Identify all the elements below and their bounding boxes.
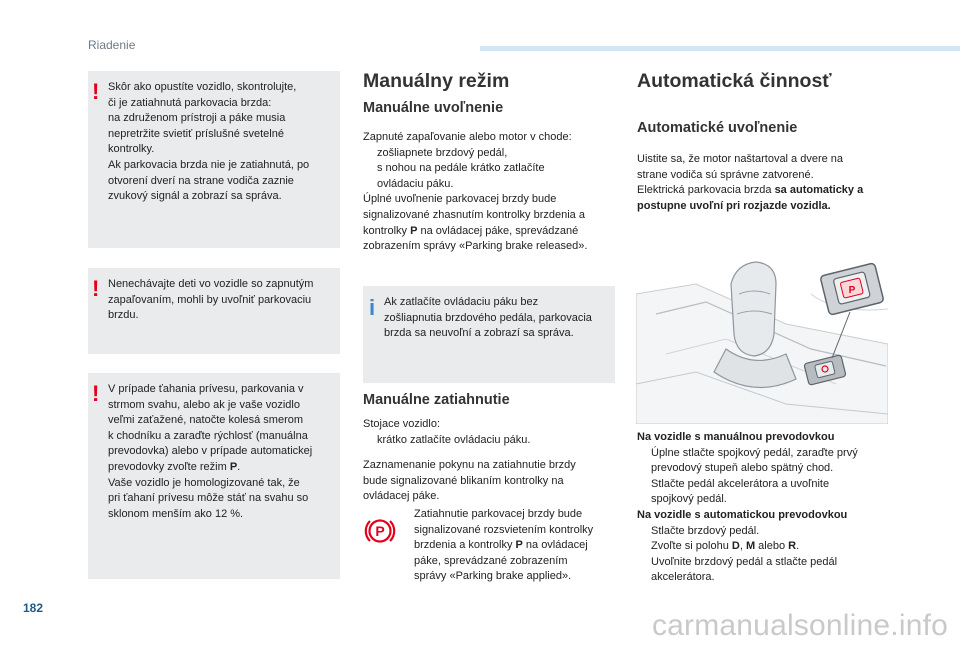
watermark: carmanualsonline.info: [651, 609, 948, 642]
automatic-mode-title: Automatická činnosť: [637, 70, 832, 92]
warning-icon: !: [92, 79, 100, 104]
parking-letter: P: [375, 523, 385, 539]
list-item: Zvoľte si polohu D, M alebo R.: [637, 539, 897, 555]
warning-3-text: V prípade ťahania prívesu, parkovania v strmom svahu, alebo ak je vaše vozidlo veľmi zaťažené, natočte kolesá smerom k chodníku a zaraďte rýchlosť (manuálna prevodovka) alebo v prípade automatickej prevodovky zvoľte režim P. Vaše vozidlo je homologizované tak, že pri ťahaní prívesu môže stáť na svahu so sklonom menším ako 12 %.: [108, 383, 313, 520]
list-item: Stlačte pedál akcelerátora a uvoľnite spojkový pedál.: [637, 477, 897, 508]
bullet-icon: [363, 433, 377, 449]
bullet-icon: [637, 524, 651, 540]
manual-gearbox-heading: Na vozidle s manuálnou prevodovkou: [637, 431, 835, 443]
info-icon: i: [369, 295, 376, 320]
warning-box-1: [88, 71, 340, 248]
manual-apply-icon-text: Zatiahnutie parkovacej brzdy bude signalizované rozsvietením kontrolky brzdenia a kontrolky P na ovládacej páke, sprevádzané zobrazením správy «Parking brake applied».: [414, 508, 594, 583]
warning-box-3: [88, 373, 340, 579]
manual-mode-title: Manuálny režim: [363, 70, 510, 92]
bullet-icon: [637, 555, 651, 586]
manual-apply-text: Stojace vozidlo: krátko zatlačíte ovládaciu páku. Zaznamenanie pokynu na zatiahnutie brzdy bude signalizované blikaním kontrolky na ovládacej páke.: [363, 417, 613, 505]
manual-release-heading: Manuálne uvoľnenie: [363, 100, 504, 116]
list-item: Stlačte brzdový pedál.: [637, 524, 897, 540]
auto-release-text: Uistite sa, že motor naštartoval a dvere na strane vodiča sú správne zatvorené. Elektrická parkovacia brzda sa automaticky a postupne uvoľní pri rozjazde vozidla.: [637, 153, 864, 212]
bullet-icon: [637, 539, 651, 555]
parking-brake-lever-illustration: [636, 254, 888, 424]
bullet-icon: [363, 146, 377, 162]
section-label: Riadenie: [88, 38, 136, 52]
info-box: [363, 286, 615, 383]
manual-release-text: Zapnuté zapaľovanie alebo motor v chode: zošliapnete brzdový pedál, s nohou na pedále krátko zatlačíte ovládaciu páku. Úplné uvoľnenie parkovacej brzdy bude signalizované zhasnutím kontrolky brzdenia a kontrolky P na ovládacej páke, sprevádzané zobrazením správy «Parking brake released».: [363, 130, 613, 255]
list-item: Úplne stlačte spojkový pedál, zaraďte prvý prevodový stupeň alebo spätný chod.: [637, 446, 897, 477]
header-bar: [480, 46, 960, 51]
parking-brake-warning-icon: [364, 515, 396, 547]
warning-icon: !: [92, 381, 100, 406]
list-item: zošliapnete brzdový pedál,: [363, 146, 613, 162]
list-item: s nohou na pedále krátko zatlačíte ovládaciu páku.: [363, 161, 613, 192]
list-item: Uvoľnite brzdový pedál a stlačte pedál akcelerátora.: [637, 555, 897, 586]
warning-box-2: [88, 268, 340, 354]
bullet-icon: [363, 161, 377, 192]
manual-gearbox-section: [637, 430, 897, 586]
bullet-icon: [637, 477, 651, 508]
auto-release-heading: Automatické uvoľnenie: [637, 120, 798, 136]
info-text: Ak zatlačíte ovládaciu páku bez zošliapnutia brzdového pedála, parkovacia brzda sa neuvoľní a zobrazí sa správa.: [384, 296, 592, 340]
bullet-icon: [637, 446, 651, 477]
auto-gearbox-heading: Na vozidle s automatickou prevodovkou: [637, 508, 848, 521]
brake-switch-letter: P: [848, 285, 856, 296]
manual-apply-heading: Manuálne zatiahnutie: [363, 392, 510, 408]
list-item: krátko zatlačíte ovládaciu páku.: [363, 433, 613, 449]
warning-icon: !: [92, 276, 100, 301]
page-number: 182: [23, 601, 44, 615]
warning-2-text: Nenechávajte deti vo vozidle so zapnutým zapaľovaním, mohli by uvoľniť parkovaciu brzdu.: [108, 278, 314, 322]
warning-1-text: Skôr ako opustíte vozidlo, skontrolujte, či je zatiahnutá parkovacia brzda: na združenom prístroji a páke musia nepretržite svietiť príslušné svetelné kontrolky. Ak parkovacia brzda nie je zatiahnutá, po otvorení dverí na strane vodiča zaznie zvukový signál a zobrazí sa správa.: [108, 81, 310, 203]
